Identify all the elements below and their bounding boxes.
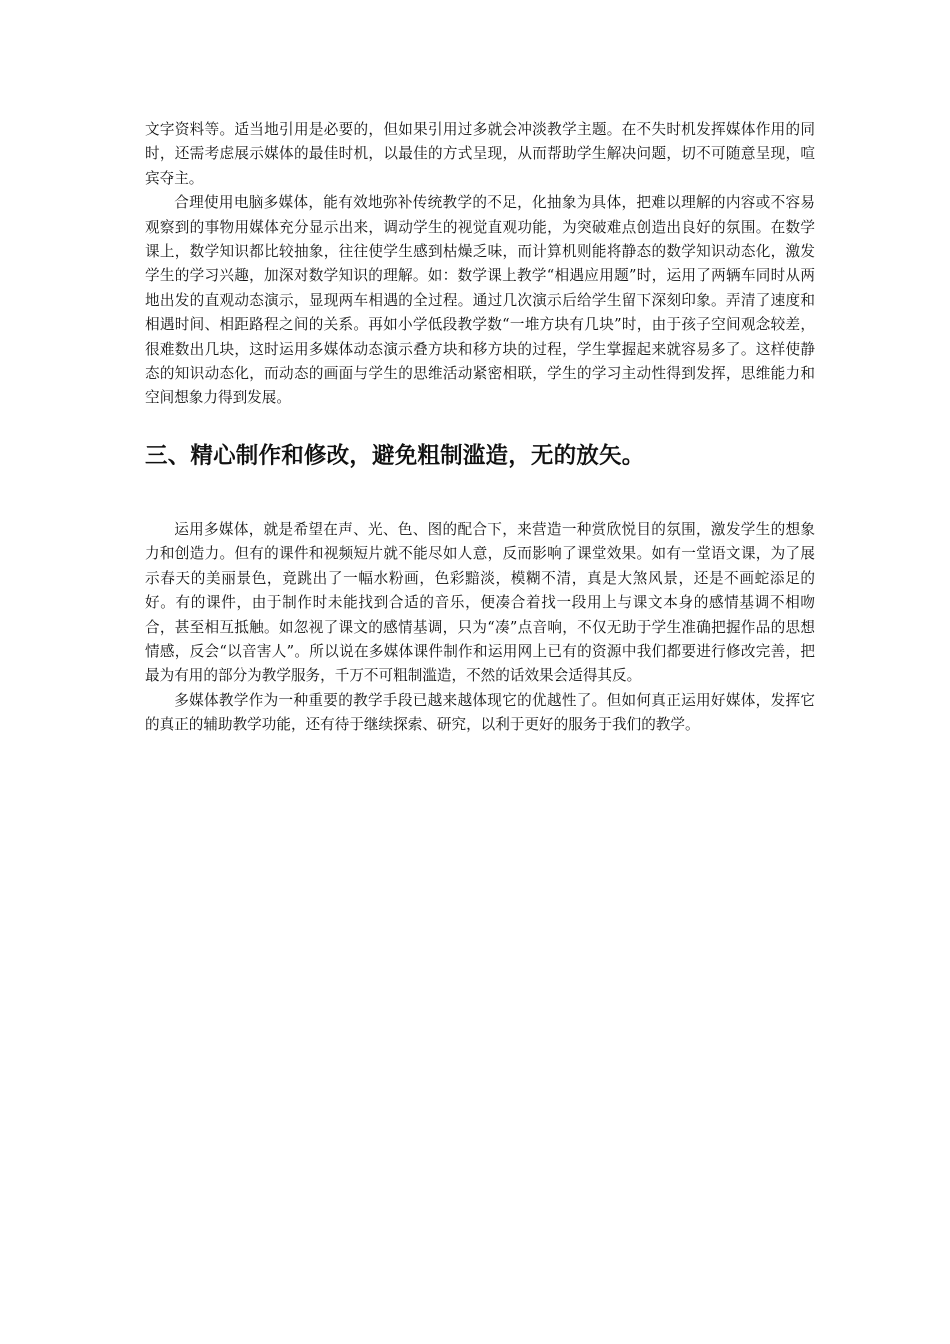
document-page (145, 118, 815, 738)
paragraph-continuation: 文字资料等。适当地引用是必要的，但如果引用过多就会冲淡教学主题。在不失时机发挥媒体作用的同时，还需考虑展示媒体的最佳时机，以最佳的方式呈现，从而帮助学生解决问题，切不可随意呈现，喧宾夺主。 (145, 121, 815, 187)
spacer (145, 471, 815, 518)
section-heading: 三、精心制作和修改，避免粗制滥造，无的放矢。 (145, 442, 645, 469)
paragraph-multimedia-math: 合理使用电脑多媒体，能有效地弥补传统教学的不足，化抽象为具体，把难以理解的内容或不容易观察到的事物用媒体充分显示出来，调动学生的视觉直观功能，为突破难点创造出良好的氛围。在数学课上，数学知识都比较抽象，往往使学生感到枯燥乏味，而计算机则能将静态的数学知识动态化，激发学生的学习兴趣，加深对数学知识的理解。如：数学课上教学“相遇应用题”时，运用了两辆车同时从两地出发的直观动态演示，显现两车相遇的全过程。通过几次演示后给学生留下深刻印象。弄清了速度和相遇时间、相距路程之间的关系。再如小学低段教学数“一堆方块有几块”时，由于孩子空间观念较差，很难数出几块，这时运用多媒体动态演示叠方块和移方块的过程，学生掌握起来就容易多了。这样使静态的知识动态化，而动态的画面与学生的思维活动紧密相联，学生的学习主动性得到发挥，思维能力和空间想象力得到发展。 (145, 194, 815, 407)
paragraph-conclusion: 多媒体教学作为一种重要的教学手段已越来越体现它的优越性了。但如何真正运用好媒体，发挥它的真正的辅助教学功能，还有待于继续探索、研究，以利于更好的服务于我们的教学。 (145, 691, 815, 734)
paragraph-courseware-quality: 运用多媒体，就是希望在声、光、色、图的配合下，来营造一种赏欣悦目的氛围，激发学生的想象力和创造力。但有的课件和视频短片就不能尽如人意，反而影响了课堂效果。如有一堂语文课，为了展示春天的美丽景色，竟跳出了一幅水粉画，色彩黯淡，模糊不清，真是大煞风景，还是不画蛇添足的好。有的课件，由于制作时未能找到合适的音乐，便凑合着找一段用上与课文本身的感情基调不相吻合，甚至相互抵触。如忽视了课文的感情基调，只为“凑”点音响，不仅无助于学生准确把握作品的思想情感，反会“以音害人”。所以说在多媒体课件制作和运用网上已有的资源中我们都要进行修改完善，把最为有用的部分为教学服务，千万不可粗制滥造，不然的话效果会适得其反。 (145, 520, 815, 685)
